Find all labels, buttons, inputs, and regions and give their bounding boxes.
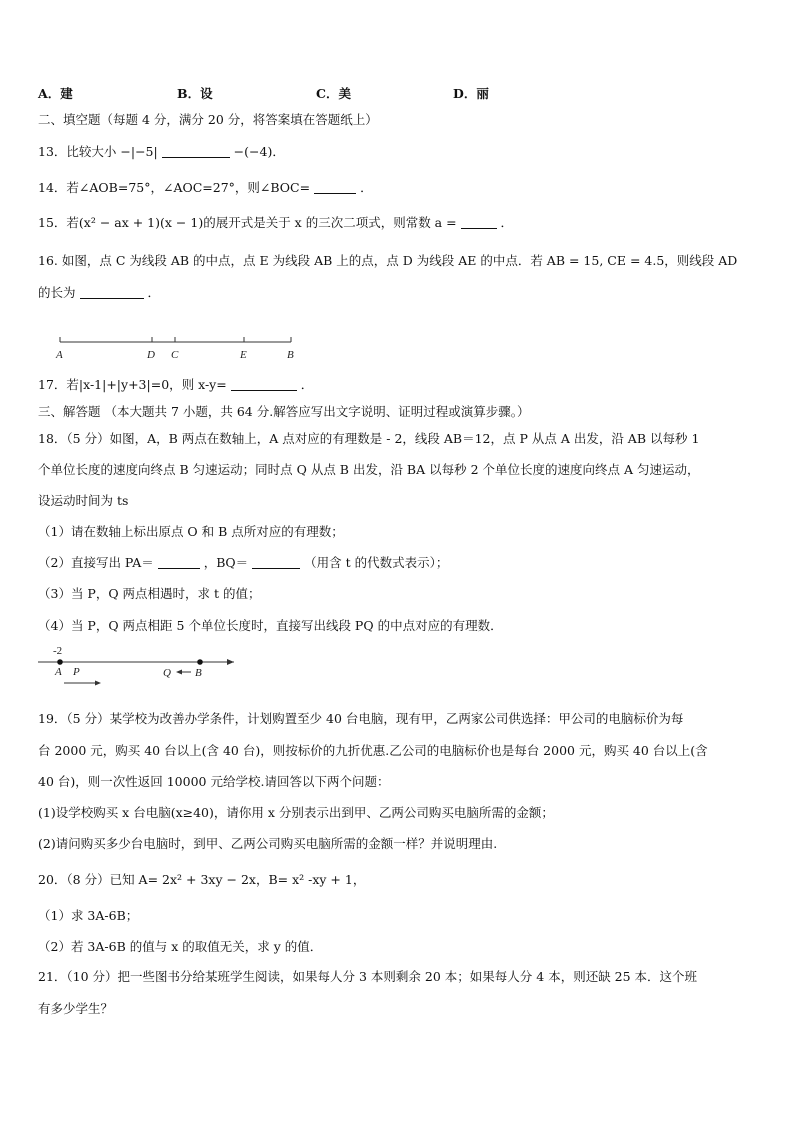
q18-sub2-mid: ，BQ＝ (203, 555, 249, 570)
q15-answer-blank[interactable] (461, 216, 497, 229)
label-e: E (240, 349, 247, 361)
option-c: C．美 (316, 86, 351, 101)
question-16-line-1: 16. 如图，点 C 为线段 AB 的中点，点 E 为线段 AB 上的点，点 D 为线段 AE 的中点．若 AB = 15, CE = 4.5，则线段 AD (38, 253, 738, 268)
question-21-line-2: 有多少学生？ (38, 1001, 114, 1016)
q18-sub2-end: （用含 t 的代数式表示）； (304, 555, 449, 570)
question-18-sub-2 (38, 553, 448, 571)
p-arrowhead-icon (95, 681, 101, 686)
section-2-heading: 二、填空题（每题 4 分，满分 20 分，将答案填在答题纸上） (38, 112, 378, 127)
label-q: Q (163, 667, 171, 679)
question-13 (38, 142, 285, 160)
label-d: D (147, 349, 155, 361)
q17-answer-blank[interactable] (231, 378, 297, 391)
q-arrowhead-icon (176, 670, 182, 675)
q17-text-end: ． (300, 377, 314, 392)
pa-answer-blank[interactable] (158, 556, 200, 569)
question-19-line-1: 19．（5 分）某学校为改善办学条件，计划购置至少 40 台电脑，现有甲，乙两家公司供选择：甲公司的电脑标价为每 (38, 711, 684, 726)
question-18-sub-1: （1）请在数轴上标出原点 O 和 B 点所对应的有理数； (38, 524, 344, 539)
label-p: P (73, 666, 80, 678)
q16-text: 的长为 (38, 285, 76, 300)
q14-text: 14．若∠AOB=75°，∠AOC=27°，则∠BOC= (38, 180, 311, 195)
q13-answer-blank[interactable] (162, 145, 230, 158)
label-a: A (56, 349, 63, 361)
question-17 (38, 375, 313, 393)
q17-text: 17．若|x-1|+|y+3|=0，则 x-y= (38, 377, 227, 392)
number-line-figure (36, 642, 246, 690)
label-a: A (55, 666, 62, 678)
option-b: B．设 (177, 86, 213, 101)
question-19-line-3: 40 台)，则一次性返回 10000 元给学校.请回答以下两个问题： (38, 774, 390, 789)
question-18-line-1: 18．（5 分）如图，A，B 两点在数轴上，A 点对应的有理数是 - 2，线段 AB＝12，点 P 从点 A 出发，沿 AB 以每秒 1 (38, 431, 700, 446)
point-b (197, 659, 203, 665)
question-18-line-3: 设运动时间为 ts (38, 493, 129, 508)
question-18-sub-3: （3）当 P，Q 两点相遇时，求 t 的值； (38, 586, 261, 601)
label-b: B (287, 349, 294, 361)
number-line-arrow-icon (227, 659, 234, 665)
question-20-sub-2: （2）若 3A-6B 的值与 x 的取值无关，求 y 的值． (38, 939, 323, 954)
question-20-sub-1: （1）求 3A-6B； (38, 908, 139, 923)
label-minus-two: -2 (53, 645, 63, 657)
point-a (57, 659, 63, 665)
question-16-line-2 (38, 283, 160, 301)
q15-text: 15．若(x² − ax + 1)(x − 1)的展开式是关于 x 的三次二项式，则常数 a = (38, 215, 457, 230)
question-21-line-1: 21．（10 分）把一些图书分给某班学生阅读，如果每人分 3 本则剩余 20 本；如果每人分 4 本，则还缺 25 本．这个班 (38, 969, 698, 984)
question-19-sub-1: (1)设学校购买 x 台电脑(x≥40)，请你用 x 分别表示出到甲、乙两公司购买电脑所需的金额； (38, 805, 554, 820)
q13-text-end: −(−4)． (233, 144, 285, 159)
q16-answer-blank[interactable] (80, 286, 144, 299)
question-14 (38, 178, 373, 196)
option-d: D．丽 (453, 86, 489, 101)
q15-text-end: ． (500, 215, 514, 230)
question-18-line-2: 个单位长度的速度向终点 B 匀速运动；同时点 Q 从点 B 出发，沿 BA 以每秒 2 个单位长度的速度向终点 A 匀速运动， (38, 462, 700, 477)
segment-figure (50, 328, 310, 364)
q18-sub2-text: （2）直接写出 PA＝ (38, 555, 154, 570)
q13-text: 13．比较大小 −|−5| (38, 144, 158, 159)
question-18-sub-4: （4）当 P，Q 两点相距 5 个单位长度时，直接写出线段 PQ 的中点对应的有理数． (38, 618, 503, 633)
question-15 (38, 213, 513, 231)
q14-answer-blank[interactable] (314, 181, 356, 194)
q14-text-end: ． (360, 180, 373, 195)
q16-text-end: ． (147, 285, 160, 300)
label-c: C (171, 349, 179, 361)
question-19-line-2: 台 2000 元，购买 40 台以上(含 40 台)，则按标价的九折优惠.乙公司的电脑标价也是每台 2000 元，购买 40 台以上(含 (38, 743, 708, 758)
section-3-heading: 三、解答题 （本大题共 7 小题，共 64 分.解答应写出文字说明、证明过程或演算步骤。） (38, 404, 530, 419)
question-20: 20．（8 分）已知 A= 2x² + 3xy − 2x，B= x² -xy + 1， (38, 872, 366, 887)
question-19-sub-2: (2)请问购买多少台电脑时，到甲、乙两公司购买电脑所需的金额一样？并说明理由. (38, 836, 498, 851)
label-b: B (195, 667, 202, 679)
option-a: A．建 (38, 86, 73, 101)
bq-answer-blank[interactable] (252, 556, 300, 569)
